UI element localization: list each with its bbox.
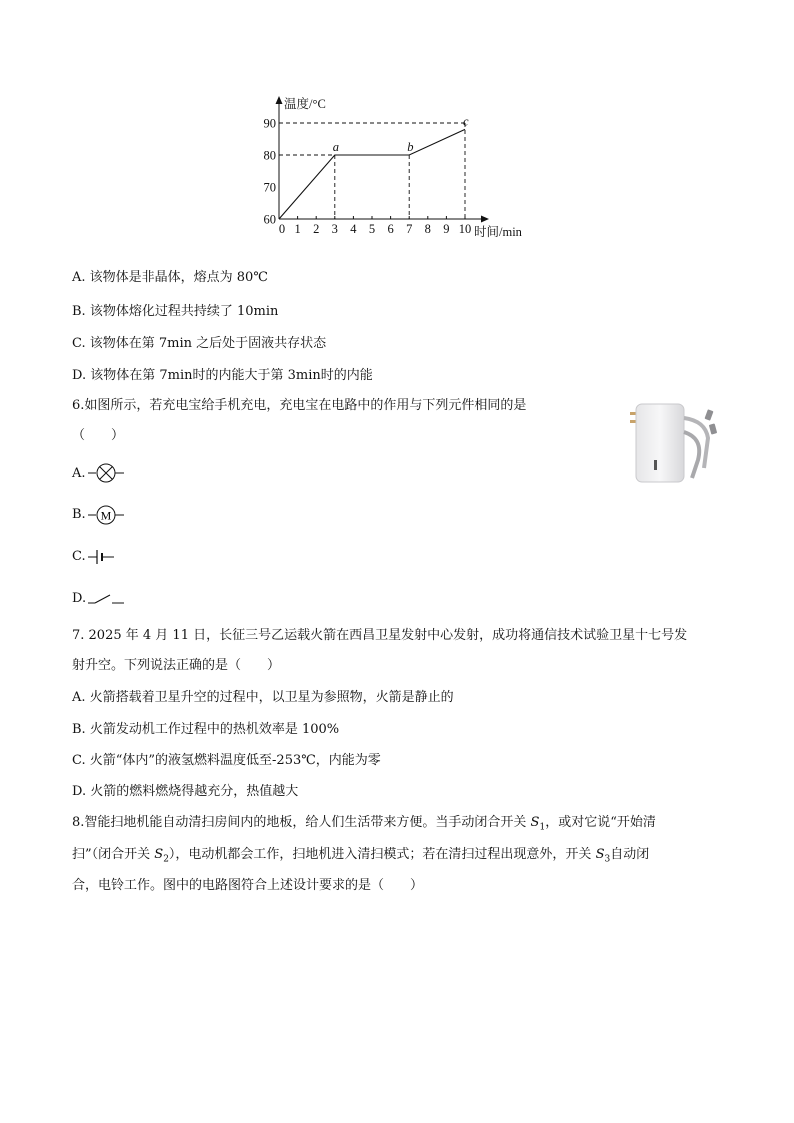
q5-option-c: C. 该物体在第 7min 之后处于固液共存状态 (72, 336, 327, 351)
y-tick-label: 80 (263, 148, 276, 163)
temperature-time-graph (250, 90, 550, 240)
y-tick-label: 90 (263, 116, 276, 131)
y-axis-label: 温度/°C (284, 97, 326, 111)
q5-option-b: B. 该物体熔化过程共持续了 10min (72, 304, 279, 319)
x-axis-label: 时间/min (474, 225, 522, 239)
x-tick-label: 5 (368, 222, 376, 236)
graph-axes (276, 96, 490, 223)
switch-symbol-icon (88, 588, 128, 610)
y-axis-arrow (276, 96, 283, 104)
q6-option-c-letter: C. (72, 549, 86, 564)
x-tick-label: 1 (294, 222, 301, 236)
point-label-c: c (463, 114, 469, 129)
graph-curve (279, 114, 469, 219)
x-tick-label: 4 (350, 222, 357, 236)
q5-option-a: A. 该物体是非晶体，熔点为 80℃ (72, 270, 268, 285)
x-tick-label: 10 (458, 222, 472, 236)
q7-stem-line1: 7. 2025 年 4 月 11 日，长征三号乙运载火箭在西昌卫星发射中心发射，成功将通信技术试验卫星十七号发 (72, 628, 688, 643)
x-tick-label: 2 (313, 222, 320, 236)
motor-symbol-icon (88, 504, 126, 526)
graph-ticks (264, 117, 472, 237)
y-tick-label: 70 (263, 180, 276, 195)
q6-stem: 6.如图所示，若充电宝给手机充电，充电宝在电路中的作用与下列元件相同的是 (72, 398, 527, 413)
q8-line1: 8.智能扫地机能自动清扫房间内的地板，给人们生活带来方便。当手动闭合开关 $S_1$，或对它说“开始清 (72, 815, 656, 833)
battery-symbol-icon (88, 546, 118, 568)
point-label-a: a (332, 140, 340, 154)
q7-option-d: D. 火箭的燃料燃烧得越充分，热值越大 (72, 784, 299, 799)
x-tick-label: 7 (406, 222, 413, 236)
x-tick-label: 9 (443, 222, 450, 236)
q6-option-a-letter: A. (72, 466, 86, 481)
q6-option-b-letter: B. (72, 507, 86, 522)
x-tick-label: 0 (278, 222, 286, 236)
graph-guides (279, 123, 465, 219)
x-tick-label: 8 (424, 222, 431, 236)
q7-stem-line2: 射升空。下列说法正确的是（ ） (72, 658, 281, 673)
x-tick-label: 3 (331, 222, 338, 236)
temperature-line (279, 129, 465, 219)
q8-line3: 合，电铃工作。图中的电路图符合上述设计要求的是（ ） (72, 878, 424, 893)
x-tick-label: 6 (387, 222, 394, 236)
q7-option-b: B. 火箭发动机工作过程中的热机效率是 100% (72, 722, 340, 737)
y-tick-label: 60 (263, 212, 276, 227)
q7-option-c: C. 火箭“体内”的液氢燃料温度低至-253℃，内能为零 (72, 753, 381, 768)
q8-line2: 扫”（闭合开关 $S_2$），电动机都会工作，扫地机进入清扫模式；若在清扫过程出现意外，开关 $S_3$自动闭 (72, 847, 650, 865)
point-label-b: b (407, 140, 414, 154)
lamp-symbol-icon (88, 462, 126, 484)
q7-option-a: A. 火箭搭载着卫星升空的过程中，以卫星为参照物，火箭是静止的 (72, 690, 454, 705)
q6-blank: （ ） (72, 428, 125, 443)
x-axis-arrow (481, 216, 489, 223)
motor-letter: M (100, 508, 112, 523)
q6-option-d-letter: D. (72, 591, 87, 606)
power-bank-photo (626, 398, 722, 488)
q5-option-d: D. 该物体在第 7min时的内能大于第 3min时的内能 (72, 368, 373, 383)
